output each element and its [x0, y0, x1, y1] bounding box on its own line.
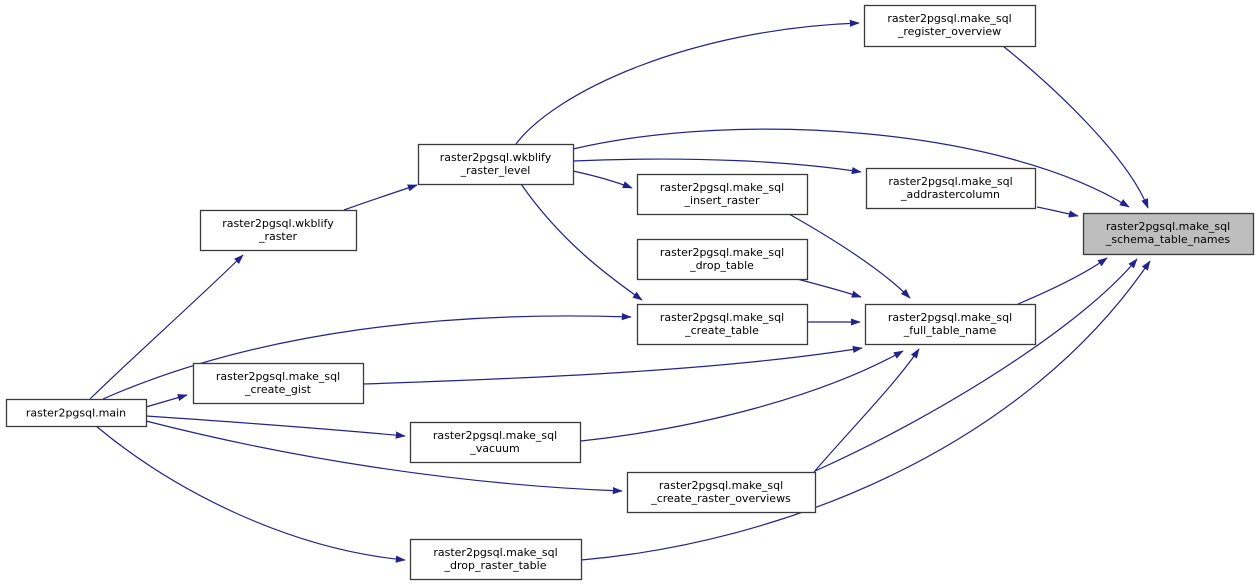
node-create_gist[interactable] [194, 364, 364, 404]
edge-main-to-create_table [103, 316, 631, 399]
edge-create_gist-to-full_table_name [363, 348, 862, 384]
node-vacuum[interactable] [411, 423, 581, 463]
edge-create_raster_overviews-to-schema_table_names [815, 259, 1137, 471]
edge-main-to-vacuum [146, 416, 405, 436]
edge-addrastercolumn-to-schema_table_names [1037, 207, 1078, 216]
node-insert_raster[interactable] [638, 175, 808, 215]
node-full_table_name[interactable] [866, 305, 1036, 345]
node-label-wkblify_raster_level: raster2pgsql.wkblify _raster_level [439, 151, 552, 177]
edge-create_raster_overviews-to-full_table_name [814, 349, 919, 472]
edge-main-to-create_gist [146, 395, 187, 407]
node-label-addrastercolumn: raster2pgsql.make_sql _addrastercolumn [888, 175, 1013, 201]
node-label-drop_table: raster2pgsql.make_sql _drop_table [659, 246, 785, 272]
edge-wkblify_raster_level-to-addrastercolumn [573, 159, 861, 172]
node-label-create_gist: raster2pgsql.make_sql _create_gist [215, 370, 341, 396]
node-create_table[interactable] [638, 305, 808, 345]
node-wkblify_raster[interactable] [201, 211, 357, 251]
node-label-insert_raster: raster2pgsql.make_sql _insert_raster [659, 181, 785, 207]
node-drop_table[interactable] [638, 240, 808, 280]
node-schema_table_names [1084, 214, 1254, 255]
node-drop_raster_table[interactable] [411, 540, 582, 580]
edge-full_table_name-to-schema_table_names [1018, 258, 1107, 304]
node-addrastercolumn[interactable] [867, 169, 1036, 209]
node-create_raster_overviews[interactable] [628, 473, 816, 513]
node-wkblify_raster_level[interactable] [419, 145, 574, 185]
node-label-create_table: raster2pgsql.make_sql _create_table [659, 311, 785, 337]
node-label-drop_raster_table: raster2pgsql.make_sql _drop_raster_table [433, 546, 558, 572]
edge-drop_table-to-full_table_name [797, 279, 861, 297]
node-label-register_overview: raster2pgsql.make_sql _register_overview [887, 12, 1012, 38]
edge-vacuum-to-full_table_name [581, 351, 903, 441]
node-label-schema_table_names: raster2pgsql.make_sql _schema_table_names [1105, 220, 1231, 246]
node-main[interactable] [7, 400, 147, 427]
edge-wkblify_raster-to-wkblify_raster_level [344, 185, 417, 210]
node-label-main: raster2pgsql.main [25, 406, 127, 420]
edge-wkblify_raster_level-to-register_overview [516, 23, 859, 144]
edge-wkblify_raster_level-to-insert_raster [573, 171, 632, 188]
node-label-full_table_name: raster2pgsql.make_sql _full_table_name [887, 311, 1013, 337]
edge-wkblify_raster_level-to-create_table [521, 184, 642, 300]
node-label-create_raster_overviews: raster2pgsql.make_sql _create_raster_overviews [651, 479, 791, 505]
node-register_overview[interactable] [865, 6, 1036, 47]
node-label-vacuum: raster2pgsql.make_sql _vacuum [432, 429, 558, 455]
edge-main-to-drop_raster_table [96, 426, 405, 560]
node-label-wkblify_raster: raster2pgsql.wkblify _raster [222, 217, 334, 243]
